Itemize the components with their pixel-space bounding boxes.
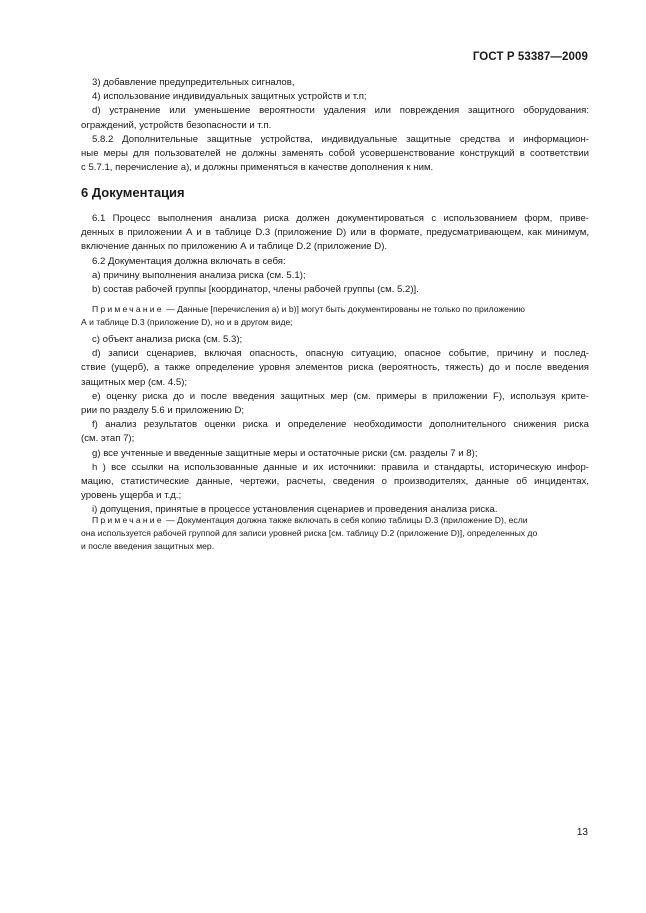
text-line: (см. этап 7);	[81, 433, 135, 445]
text-line: включение данных по приложению А и таблице D.2 (приложение D).	[81, 241, 388, 253]
text-line: g) все учтенные и введенные защитные меры и остаточные риски (см. разделы 7 и 8);	[92, 447, 478, 459]
note-line: она используется рабочей группой для записи уровней риска [см. таблицу D.2 (приложение D)], определенных до	[81, 528, 538, 538]
text-line: ные меры для пользователей не должны заменять собой усовершенствование конструкций в соответствии	[81, 147, 589, 159]
text-line: денных в приложении А и в таблице D.3 (приложение D) или в формате, предусматривающем, как минимум,	[81, 227, 589, 239]
text-line: ограждений, устройств безопасности и т.п.	[81, 119, 272, 131]
section-title: 6 Документация	[81, 185, 185, 200]
text-line: ствие (ущерб), а также определение уровня элементов риска (вероятность, тяжесть) до и после введения	[81, 362, 589, 374]
text-block-documentation	[81, 212, 589, 297]
text-line: уровень ущерба и т.д.;	[81, 490, 182, 502]
text-block-measures	[81, 76, 589, 175]
text-line: мацию, статистические данные, чертежи, расчеты, сведения о производителях, данные об инцидентах,	[81, 475, 589, 487]
text-line: 4) использование индивидуальных защитных устройств и т.п;	[92, 91, 367, 103]
text-line: 3) добавление предупредительных сигналов,	[92, 77, 295, 88]
text-line: f) анализ результатов оценки риска и определение необходимости дополнительного снижения риска	[92, 419, 589, 431]
note-text: — Документация должна также включать в себя копию таблицы D.3 (приложение D), если	[163, 515, 528, 525]
note-label: Примечание	[92, 515, 164, 525]
text-line: защитных мер (см. 4.5);	[81, 376, 188, 388]
text-line: c) объект анализа риска (см. 5.3);	[92, 334, 243, 345]
text-line: 5.8.2 Дополнительные защитные устройства, индивидуальные защитные средства и информацион-	[92, 133, 589, 145]
text-line: d) устранение или уменьшение вероятности удаления или повреждения защитного оборудования:	[92, 105, 589, 117]
note-line	[81, 303, 589, 316]
text-block-contents	[81, 333, 589, 517]
text-line: 6.1 Процесс выполнения анализа риска должен документироваться с использованием форм, приве-	[92, 213, 589, 224]
note-line: и после введения защитных мер.	[81, 541, 215, 551]
text-line: рии по разделу 5.6 и приложению D;	[81, 404, 245, 416]
note-line: А и таблице D.3 (приложение D), но и в другом виде;	[81, 317, 293, 327]
text-line: b) состав рабочей группы [координатор, члены рабочей группы (см. 5.2)].	[92, 283, 419, 295]
note-line	[81, 514, 589, 527]
text-line: a) причину выполнения анализа риска (см. 5.1);	[92, 269, 306, 281]
text-line: i) допущения, принятые в процессе установления сценариев и проведения анализа риска.	[92, 504, 498, 516]
text-line: e) оценку риска до и после введения защитных мер (см. примеры в приложении F), используя крите-	[92, 390, 589, 402]
text-line: d) записи сценариев, включая опасность, опасную ситуацию, опасное событие, причину и послед-	[92, 348, 589, 360]
page-number: 13	[576, 827, 588, 838]
note-2	[81, 514, 589, 553]
note-label: Примечание	[92, 304, 164, 314]
note-text: — Данные [перечисления а) и b)] могут быть документированы не только по приложению	[163, 304, 525, 314]
text-line: h ) все ссылки на использованные данные и их источники: правила и стандарты, историческую инфор-	[92, 461, 589, 473]
note-1	[81, 303, 589, 329]
standard-header: ГОСТ Р 53387—2009	[472, 51, 588, 63]
text-line: с 5.7.1, перечисление а), и должны применяться в качестве дополнения к ним.	[81, 162, 434, 174]
text-line: 6.2 Документация должна включать в себя:	[92, 255, 286, 267]
